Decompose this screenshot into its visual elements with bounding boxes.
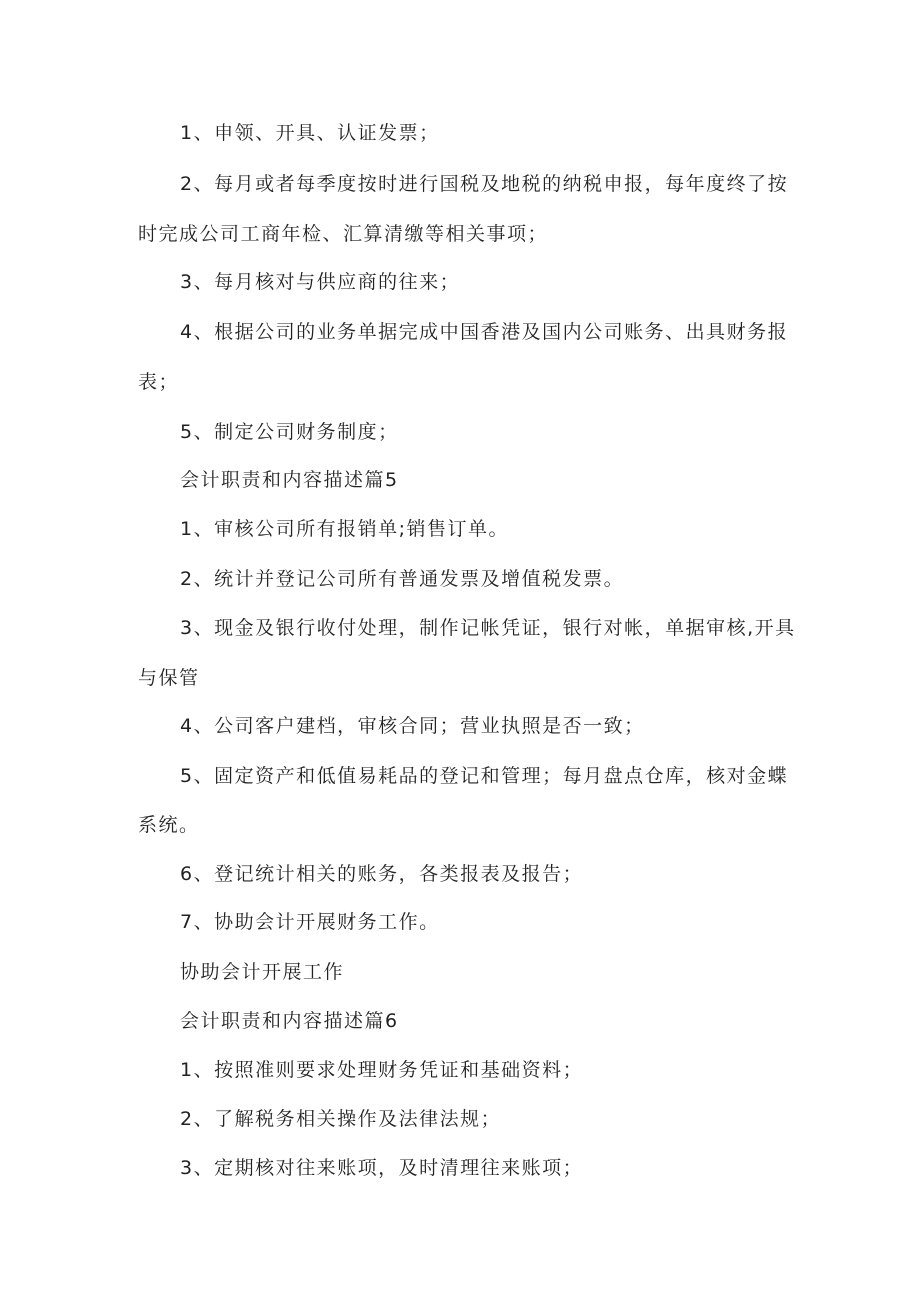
list-item: 6、登记统计相关的账务，各类报表及报告； [180,863,584,885]
list-item: 7、协助会计开展财务工作。 [180,911,440,933]
list-item: 5、固定资产和低值易耗品的登记和管理；每月盘点仓库，核对金蝶 [180,765,789,787]
list-item: 2、每月或者每季度按时进行国税及地税的纳税申报，每年度终了按 [180,173,789,195]
list-item: 4、根据公司的业务单据完成中国香港及国内公司账务、出具财务报 [180,321,789,343]
list-item-continuation: 系统。 [138,814,200,836]
list-item: 5、制定公司财务制度； [180,421,399,443]
section-heading: 会计职责和内容描述篇5 [180,469,399,491]
list-item: 1、申领、开具、认证发票； [180,122,440,144]
list-item-continuation: 时完成公司工商年检、汇算清缴等相关事项； [138,223,549,245]
list-item: 3、现金及银行收付处理，制作记帐凭证，银行对帐，单据审核,开具 [180,617,796,639]
list-item: 3、每月核对与供应商的往来； [180,271,461,293]
list-item: 1、审核公司所有报销单;销售订单。 [180,518,509,540]
list-item: 1、按照准则要求处理财务凭证和基础资料； [180,1059,584,1081]
list-item-continuation: 表； [138,371,180,393]
list-item-continuation: 与保管 [138,667,200,689]
list-item: 4、公司客户建档，审核合同；营业执照是否一致； [180,715,645,737]
list-item: 2、了解税务相关操作及法律法规； [180,1108,502,1130]
list-item: 3、定期核对往来账项，及时清理往来账项； [180,1157,584,1179]
list-item: 2、统计并登记公司所有普通发票及增值税发票。 [180,568,625,590]
section-heading: 会计职责和内容描述篇6 [180,1010,399,1032]
paragraph: 协助会计开展工作 [180,961,345,983]
